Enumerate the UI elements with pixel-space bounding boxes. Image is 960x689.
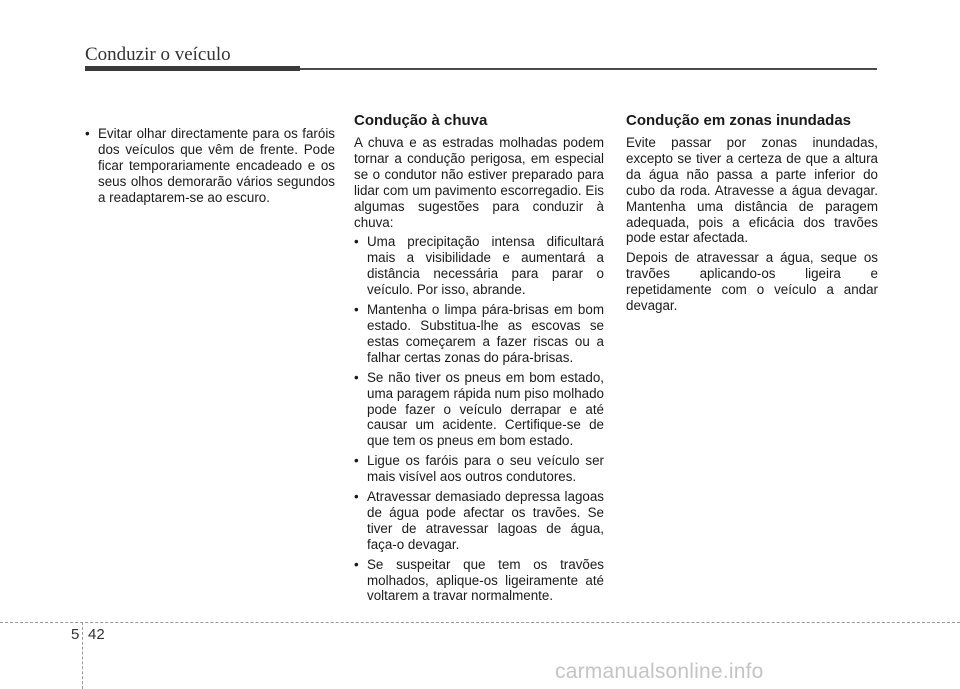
header-rule-thin [300, 68, 877, 70]
bullet-icon: • [354, 489, 359, 505]
bullet-icon: • [354, 302, 359, 318]
page-number: 42 [88, 626, 105, 643]
list-item: • Evitar olhar directamente para os faróis dos veículos que vêm de frente. Pode ficar temporariamente encadeado e os seus olhos demorarão vários segundos a readaptarem-se ao escuro. [85, 126, 335, 205]
list-item: • Ligue os faróis para o seu veículo ser mais visível aos outros condutores. [354, 453, 604, 485]
list-item: • Atravessar demasiado depressa lagoas de água pode afectar os travões. Se tiver de atravessar lagoas de água, faça-o devagar. [354, 489, 604, 552]
chapter-number: 5 [71, 626, 80, 643]
column-left [85, 126, 335, 210]
list-item: • Mantenha o limpa pára-brisas em bom estado. Substitua-lhe as escovas se estas começarem a fazer riscas ou a falhar certas zonas do pára-brisas. [354, 302, 604, 365]
bullet-list [85, 126, 335, 206]
footer-divider [0, 622, 960, 623]
bullet-icon: • [354, 369, 359, 385]
list-item: • Uma precipitação intensa dificultará mais a visibilidade e aumentará a distância necessária para parar o veículo. Por isso, abrande. [354, 234, 604, 298]
section-title: Conduzir o veículo [85, 44, 231, 65]
column-middle [354, 112, 604, 608]
bullet-icon: • [354, 453, 359, 469]
footer-vertical-divider [82, 622, 83, 689]
section-heading: Condução em zonas inundadas [626, 112, 852, 129]
bullet-icon: • [354, 556, 359, 572]
bullet-list [354, 234, 604, 604]
section-heading: Condução à chuva [354, 112, 488, 129]
bullet-icon: • [354, 234, 359, 250]
column-right [626, 112, 878, 318]
bullet-icon: • [85, 126, 90, 141]
intro-paragraph: A chuva e as estradas molhadas podem tornar a condução perigosa, em especial se o condutor não estiver preparado para lidar com um pavimento escorregadio. Eis algumas sugestões para conduzir à chuva: [354, 135, 604, 230]
paragraph: Evite passar por zonas inundadas, excepto se tiver a certeza de que a altura da água não passa a parte inferior do cubo da roda. Atravesse a água devagar. Mantenha uma distância de paragem adequada, pois a eficácia dos travões pode estar afectada. [626, 135, 878, 246]
header-rule-thick [85, 66, 300, 71]
list-item: • Se não tiver os pneus em bom estado, uma paragem rápida num piso molhado pode fazer o veículo derrapar e até causar um acidente. Certifique-se de que tem os pneus em bom estado. [354, 369, 604, 449]
list-item: • Se suspeitar que tem os travões molhados, aplique-os ligeiramente até voltarem a travar normalmente. [354, 556, 604, 604]
paragraph: Depois de atravessar a água, seque os travões aplicando-os ligeira e repetidamente com o veículo a andar devagar. [626, 250, 878, 314]
watermark: carmanualsonline.info [555, 660, 764, 683]
